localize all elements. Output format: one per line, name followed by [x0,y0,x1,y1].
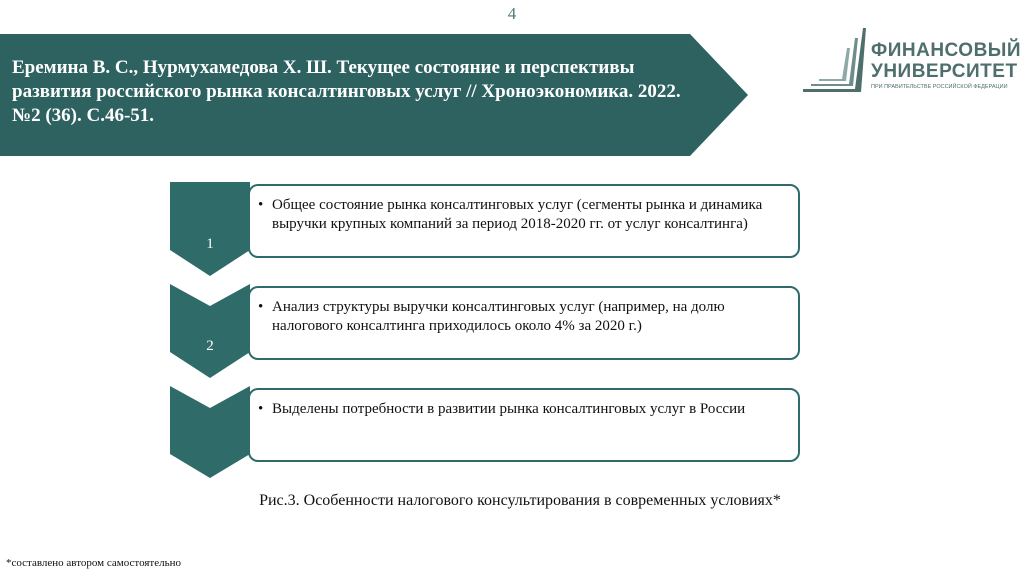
chevron-step-2 [170,284,250,378]
chevron-step-3 [170,386,250,478]
figure-caption: Рис.3. Особенности налогового консультирования в современных условиях* [259,492,781,509]
page-number: 4 [507,4,517,23]
university-logo-icon [803,26,873,96]
chevron-step-1 [170,182,250,276]
step-text-3: • Выделены потребности в развитии рынка консалтинговых услуг в России [272,400,792,419]
logo-line1: ФИНАНСОВЫЙ [871,40,1022,61]
step-number-1: 1 [206,236,214,252]
step-text-1: • Общее состояние рынка консалтинговых услуг (сегменты рынка и динамика выручки крупных компаний за период 2018-2020 гг. от услуг консалтинга) [272,196,792,234]
university-logo [803,26,1022,96]
footnote: *составлено автором самостоятельно [6,557,181,569]
page-title: Еремина В. С., Нурмухамедова Х. Ш. Текущее состояние и перспективы развития российского рынка консалтинговых услуг // Хроноэкономика. 2022. №2 (36). С.46-51. [12,57,681,126]
step-box-1 [248,184,800,258]
process-diagram [160,178,820,478]
title-banner [0,34,750,156]
step-number-2: 2 [206,338,214,354]
step-text-2: • Анализ структуры выручки консалтинговых услуг (например, на долю налогового консалтинга приходилось около 4% за 2020 г.) [272,298,792,336]
logo-line2: УНИВЕРСИТЕТ [871,61,1018,82]
step-box-3 [248,388,800,462]
step-box-2 [248,286,800,360]
logo-subtitle: ПРИ ПРАВИТЕЛЬСТВЕ РОССИЙСКОЙ ФЕДЕРАЦИИ [871,84,1008,90]
